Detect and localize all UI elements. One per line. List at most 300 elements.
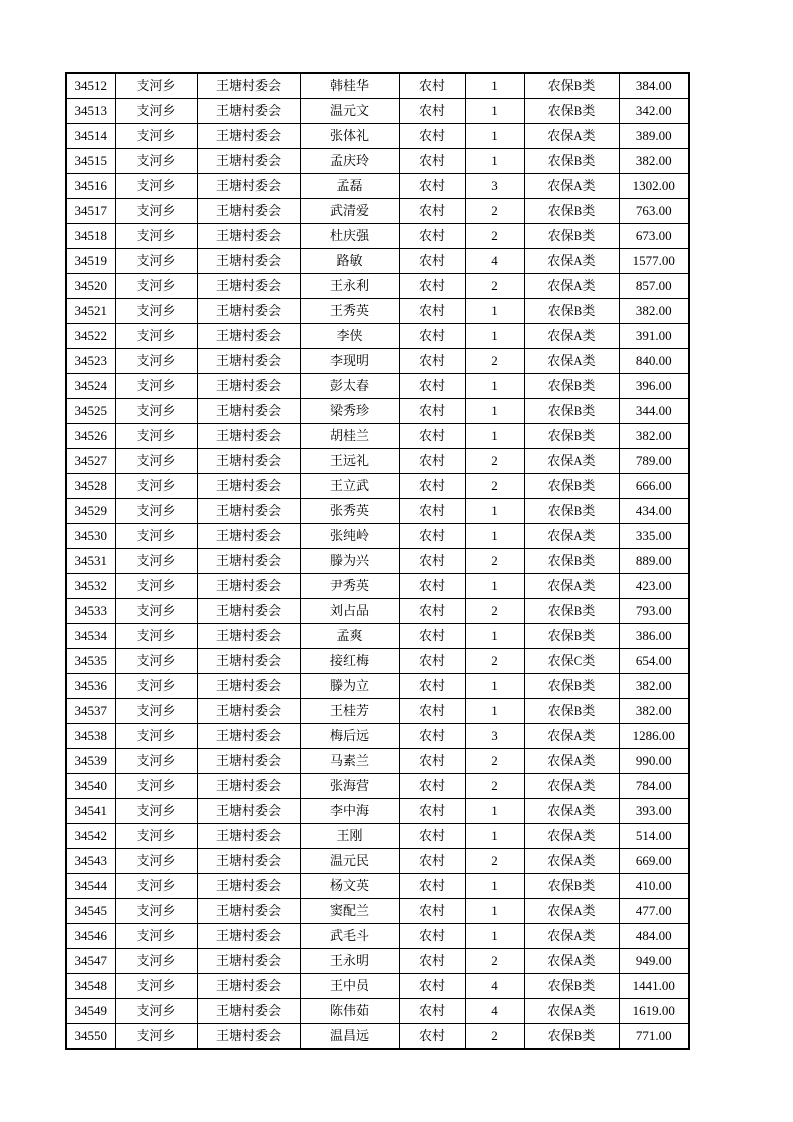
cell-seq: 34516 [66, 174, 115, 199]
cell-insurance-category: 农保A类 [524, 449, 619, 474]
cell-residence-type: 农村 [399, 899, 465, 924]
cell-village: 王塘村委会 [197, 199, 300, 224]
table-row [66, 524, 689, 549]
table-row [66, 99, 689, 124]
cell-seq: 34514 [66, 124, 115, 149]
cell-residence-type: 农村 [399, 349, 465, 374]
cell-village: 王塘村委会 [197, 974, 300, 999]
cell-township: 支河乡 [115, 274, 197, 299]
cell-seq: 34518 [66, 224, 115, 249]
table-row [66, 73, 689, 99]
cell-seq: 34520 [66, 274, 115, 299]
cell-person-count: 1 [465, 524, 524, 549]
cell-insurance-category: 农保A类 [524, 999, 619, 1024]
cell-township: 支河乡 [115, 699, 197, 724]
cell-township: 支河乡 [115, 1024, 197, 1050]
cell-insurance-category: 农保B类 [524, 149, 619, 174]
table-row [66, 574, 689, 599]
cell-amount: 514.00 [619, 824, 689, 849]
cell-insurance-category: 农保B类 [524, 674, 619, 699]
payment-roster-table [65, 72, 690, 1050]
cell-person-count: 1 [465, 699, 524, 724]
cell-person-count: 1 [465, 924, 524, 949]
cell-insurance-category: 农保B类 [524, 299, 619, 324]
cell-person-count: 1 [465, 674, 524, 699]
cell-seq: 34540 [66, 774, 115, 799]
cell-seq: 34526 [66, 424, 115, 449]
cell-residence-type: 农村 [399, 599, 465, 624]
cell-village: 王塘村委会 [197, 99, 300, 124]
cell-village: 王塘村委会 [197, 924, 300, 949]
cell-seq: 34535 [66, 649, 115, 674]
cell-village: 王塘村委会 [197, 999, 300, 1024]
cell-seq: 34519 [66, 249, 115, 274]
cell-amount: 410.00 [619, 874, 689, 899]
cell-insurance-category: 农保B类 [524, 699, 619, 724]
cell-village: 王塘村委会 [197, 899, 300, 924]
cell-residence-type: 农村 [399, 924, 465, 949]
table-row [66, 374, 689, 399]
cell-insurance-category: 农保B类 [524, 499, 619, 524]
cell-person-count: 3 [465, 724, 524, 749]
cell-person-count: 2 [465, 1024, 524, 1050]
cell-name: 王刚 [300, 824, 399, 849]
cell-residence-type: 农村 [399, 624, 465, 649]
cell-name: 张体礼 [300, 124, 399, 149]
cell-village: 王塘村委会 [197, 149, 300, 174]
cell-township: 支河乡 [115, 849, 197, 874]
cell-village: 王塘村委会 [197, 374, 300, 399]
cell-seq: 34525 [66, 399, 115, 424]
cell-person-count: 1 [465, 324, 524, 349]
cell-amount: 335.00 [619, 524, 689, 549]
cell-seq: 34517 [66, 199, 115, 224]
cell-insurance-category: 农保C类 [524, 649, 619, 674]
cell-residence-type: 农村 [399, 424, 465, 449]
cell-name: 胡桂兰 [300, 424, 399, 449]
cell-person-count: 4 [465, 249, 524, 274]
cell-name: 张纯岭 [300, 524, 399, 549]
cell-seq: 34545 [66, 899, 115, 924]
cell-township: 支河乡 [115, 399, 197, 424]
cell-insurance-category: 农保B类 [524, 974, 619, 999]
cell-village: 王塘村委会 [197, 599, 300, 624]
table-row [66, 649, 689, 674]
cell-township: 支河乡 [115, 974, 197, 999]
cell-insurance-category: 农保A类 [524, 174, 619, 199]
cell-insurance-category: 农保A类 [524, 824, 619, 849]
cell-township: 支河乡 [115, 724, 197, 749]
cell-residence-type: 农村 [399, 224, 465, 249]
cell-name: 路敏 [300, 249, 399, 274]
table-row [66, 849, 689, 874]
cell-insurance-category: 农保B类 [524, 424, 619, 449]
cell-residence-type: 农村 [399, 799, 465, 824]
cell-name: 王永利 [300, 274, 399, 299]
cell-township: 支河乡 [115, 999, 197, 1024]
cell-insurance-category: 农保B类 [524, 99, 619, 124]
cell-seq: 34515 [66, 149, 115, 174]
cell-village: 王塘村委会 [197, 749, 300, 774]
cell-residence-type: 农村 [399, 774, 465, 799]
cell-residence-type: 农村 [399, 73, 465, 99]
cell-seq: 34531 [66, 549, 115, 574]
cell-amount: 391.00 [619, 324, 689, 349]
table-row [66, 799, 689, 824]
cell-residence-type: 农村 [399, 524, 465, 549]
cell-person-count: 2 [465, 274, 524, 299]
cell-residence-type: 农村 [399, 699, 465, 724]
cell-person-count: 1 [465, 424, 524, 449]
cell-village: 王塘村委会 [197, 549, 300, 574]
cell-residence-type: 农村 [399, 849, 465, 874]
cell-township: 支河乡 [115, 874, 197, 899]
cell-village: 王塘村委会 [197, 399, 300, 424]
cell-village: 王塘村委会 [197, 174, 300, 199]
cell-seq: 34521 [66, 299, 115, 324]
table-row [66, 224, 689, 249]
table-row [66, 199, 689, 224]
cell-person-count: 2 [465, 474, 524, 499]
cell-seq: 34542 [66, 824, 115, 849]
cell-village: 王塘村委会 [197, 499, 300, 524]
table-row [66, 499, 689, 524]
cell-township: 支河乡 [115, 924, 197, 949]
cell-insurance-category: 农保A类 [524, 799, 619, 824]
cell-name: 王立武 [300, 474, 399, 499]
cell-amount: 393.00 [619, 799, 689, 824]
table-row [66, 324, 689, 349]
cell-seq: 34543 [66, 849, 115, 874]
cell-insurance-category: 农保B类 [524, 399, 619, 424]
cell-person-count: 1 [465, 824, 524, 849]
cell-name: 张海营 [300, 774, 399, 799]
cell-person-count: 2 [465, 549, 524, 574]
cell-person-count: 2 [465, 849, 524, 874]
cell-amount: 889.00 [619, 549, 689, 574]
cell-person-count: 4 [465, 999, 524, 1024]
cell-township: 支河乡 [115, 174, 197, 199]
cell-person-count: 2 [465, 774, 524, 799]
cell-name: 王中员 [300, 974, 399, 999]
cell-amount: 857.00 [619, 274, 689, 299]
cell-name: 窦配兰 [300, 899, 399, 924]
cell-insurance-category: 农保B类 [524, 374, 619, 399]
cell-name: 陈伟茹 [300, 999, 399, 1024]
cell-seq: 34533 [66, 599, 115, 624]
cell-village: 王塘村委会 [197, 424, 300, 449]
table-row [66, 149, 689, 174]
cell-person-count: 2 [465, 599, 524, 624]
cell-village: 王塘村委会 [197, 449, 300, 474]
cell-name: 王永明 [300, 949, 399, 974]
cell-seq: 34522 [66, 324, 115, 349]
cell-village: 王塘村委会 [197, 774, 300, 799]
table-row [66, 999, 689, 1024]
table-row [66, 349, 689, 374]
cell-residence-type: 农村 [399, 649, 465, 674]
cell-person-count: 1 [465, 799, 524, 824]
cell-amount: 382.00 [619, 674, 689, 699]
table-row [66, 424, 689, 449]
cell-residence-type: 农村 [399, 999, 465, 1024]
cell-person-count: 1 [465, 899, 524, 924]
cell-insurance-category: 农保B类 [524, 199, 619, 224]
cell-person-count: 1 [465, 124, 524, 149]
cell-residence-type: 农村 [399, 449, 465, 474]
cell-village: 王塘村委会 [197, 649, 300, 674]
cell-township: 支河乡 [115, 99, 197, 124]
cell-residence-type: 农村 [399, 474, 465, 499]
cell-village: 王塘村委会 [197, 274, 300, 299]
cell-name: 梁秀珍 [300, 399, 399, 424]
cell-residence-type: 农村 [399, 374, 465, 399]
cell-residence-type: 农村 [399, 1024, 465, 1050]
cell-amount: 389.00 [619, 124, 689, 149]
cell-village: 王塘村委会 [197, 249, 300, 274]
cell-village: 王塘村委会 [197, 699, 300, 724]
cell-seq: 34546 [66, 924, 115, 949]
cell-village: 王塘村委会 [197, 524, 300, 549]
table-row [66, 299, 689, 324]
cell-name: 梅后远 [300, 724, 399, 749]
table-row [66, 899, 689, 924]
table-row [66, 724, 689, 749]
cell-name: 武清爱 [300, 199, 399, 224]
cell-residence-type: 农村 [399, 949, 465, 974]
cell-township: 支河乡 [115, 124, 197, 149]
cell-village: 王塘村委会 [197, 849, 300, 874]
cell-residence-type: 农村 [399, 324, 465, 349]
cell-person-count: 2 [465, 649, 524, 674]
table-row [66, 824, 689, 849]
cell-residence-type: 农村 [399, 499, 465, 524]
cell-name: 张秀英 [300, 499, 399, 524]
cell-insurance-category: 农保A类 [524, 274, 619, 299]
cell-insurance-category: 农保B类 [524, 224, 619, 249]
table-row [66, 924, 689, 949]
cell-insurance-category: 农保B类 [524, 599, 619, 624]
cell-township: 支河乡 [115, 574, 197, 599]
cell-name: 李侠 [300, 324, 399, 349]
cell-township: 支河乡 [115, 474, 197, 499]
cell-amount: 423.00 [619, 574, 689, 599]
cell-insurance-category: 农保A类 [524, 774, 619, 799]
cell-name: 尹秀英 [300, 574, 399, 599]
cell-village: 王塘村委会 [197, 874, 300, 899]
cell-township: 支河乡 [115, 774, 197, 799]
cell-township: 支河乡 [115, 249, 197, 274]
cell-village: 王塘村委会 [197, 1024, 300, 1050]
cell-name: 温元民 [300, 849, 399, 874]
cell-name: 滕为立 [300, 674, 399, 699]
cell-amount: 386.00 [619, 624, 689, 649]
cell-name: 孟磊 [300, 174, 399, 199]
cell-person-count: 1 [465, 624, 524, 649]
cell-township: 支河乡 [115, 549, 197, 574]
cell-township: 支河乡 [115, 349, 197, 374]
table-row [66, 949, 689, 974]
table-row [66, 874, 689, 899]
cell-insurance-category: 农保B类 [524, 874, 619, 899]
cell-township: 支河乡 [115, 73, 197, 99]
cell-person-count: 1 [465, 874, 524, 899]
cell-township: 支河乡 [115, 749, 197, 774]
cell-insurance-category: 农保A类 [524, 749, 619, 774]
cell-insurance-category: 农保B类 [524, 474, 619, 499]
cell-insurance-category: 农保B类 [524, 1024, 619, 1050]
cell-name: 彭太春 [300, 374, 399, 399]
cell-seq: 34548 [66, 974, 115, 999]
cell-residence-type: 农村 [399, 249, 465, 274]
cell-amount: 484.00 [619, 924, 689, 949]
table-row [66, 749, 689, 774]
cell-residence-type: 农村 [399, 149, 465, 174]
cell-residence-type: 农村 [399, 724, 465, 749]
cell-name: 温昌远 [300, 1024, 399, 1050]
cell-name: 孟爽 [300, 624, 399, 649]
cell-village: 王塘村委会 [197, 73, 300, 99]
cell-amount: 342.00 [619, 99, 689, 124]
cell-insurance-category: 农保A类 [524, 324, 619, 349]
cell-seq: 34532 [66, 574, 115, 599]
cell-amount: 840.00 [619, 349, 689, 374]
cell-seq: 34530 [66, 524, 115, 549]
cell-village: 王塘村委会 [197, 799, 300, 824]
cell-insurance-category: 农保A类 [524, 524, 619, 549]
cell-amount: 382.00 [619, 699, 689, 724]
cell-name: 王秀英 [300, 299, 399, 324]
cell-village: 王塘村委会 [197, 949, 300, 974]
cell-amount: 669.00 [619, 849, 689, 874]
cell-residence-type: 农村 [399, 124, 465, 149]
table-row [66, 624, 689, 649]
cell-person-count: 2 [465, 349, 524, 374]
cell-name: 孟庆玲 [300, 149, 399, 174]
cell-seq: 34544 [66, 874, 115, 899]
cell-person-count: 2 [465, 199, 524, 224]
cell-person-count: 2 [465, 224, 524, 249]
cell-township: 支河乡 [115, 224, 197, 249]
cell-seq: 34538 [66, 724, 115, 749]
cell-person-count: 1 [465, 299, 524, 324]
cell-residence-type: 农村 [399, 99, 465, 124]
cell-village: 王塘村委会 [197, 474, 300, 499]
cell-insurance-category: 农保A类 [524, 924, 619, 949]
cell-name: 王桂芳 [300, 699, 399, 724]
cell-name: 滕为兴 [300, 549, 399, 574]
cell-seq: 34547 [66, 949, 115, 974]
cell-township: 支河乡 [115, 599, 197, 624]
cell-residence-type: 农村 [399, 874, 465, 899]
cell-village: 王塘村委会 [197, 299, 300, 324]
table-row [66, 399, 689, 424]
cell-seq: 34513 [66, 99, 115, 124]
cell-amount: 1441.00 [619, 974, 689, 999]
cell-person-count: 1 [465, 149, 524, 174]
cell-seq: 34523 [66, 349, 115, 374]
cell-seq: 34539 [66, 749, 115, 774]
cell-amount: 382.00 [619, 424, 689, 449]
cell-village: 王塘村委会 [197, 324, 300, 349]
cell-name: 杜庆强 [300, 224, 399, 249]
cell-person-count: 2 [465, 449, 524, 474]
cell-township: 支河乡 [115, 199, 197, 224]
cell-township: 支河乡 [115, 674, 197, 699]
cell-village: 王塘村委会 [197, 574, 300, 599]
cell-township: 支河乡 [115, 499, 197, 524]
cell-amount: 793.00 [619, 599, 689, 624]
cell-name: 李中海 [300, 799, 399, 824]
cell-residence-type: 农村 [399, 574, 465, 599]
table-row [66, 774, 689, 799]
cell-name: 温元文 [300, 99, 399, 124]
cell-name: 韩桂华 [300, 73, 399, 99]
cell-township: 支河乡 [115, 949, 197, 974]
cell-residence-type: 农村 [399, 674, 465, 699]
cell-name: 接红梅 [300, 649, 399, 674]
cell-amount: 434.00 [619, 499, 689, 524]
cell-seq: 34549 [66, 999, 115, 1024]
cell-insurance-category: 农保B类 [524, 624, 619, 649]
cell-name: 杨文英 [300, 874, 399, 899]
cell-township: 支河乡 [115, 424, 197, 449]
cell-person-count: 1 [465, 73, 524, 99]
cell-township: 支河乡 [115, 449, 197, 474]
cell-amount: 949.00 [619, 949, 689, 974]
cell-insurance-category: 农保A类 [524, 724, 619, 749]
table-row [66, 1024, 689, 1050]
cell-township: 支河乡 [115, 899, 197, 924]
cell-name: 武毛斗 [300, 924, 399, 949]
cell-person-count: 1 [465, 399, 524, 424]
cell-person-count: 1 [465, 499, 524, 524]
cell-village: 王塘村委会 [197, 124, 300, 149]
cell-insurance-category: 农保A类 [524, 949, 619, 974]
cell-insurance-category: 农保A类 [524, 574, 619, 599]
table-row [66, 274, 689, 299]
cell-insurance-category: 农保A类 [524, 349, 619, 374]
cell-amount: 384.00 [619, 73, 689, 99]
table-row [66, 599, 689, 624]
cell-amount: 789.00 [619, 449, 689, 474]
cell-insurance-category: 农保A类 [524, 124, 619, 149]
table-row [66, 124, 689, 149]
cell-amount: 784.00 [619, 774, 689, 799]
cell-amount: 382.00 [619, 149, 689, 174]
table-row [66, 174, 689, 199]
cell-amount: 396.00 [619, 374, 689, 399]
cell-person-count: 2 [465, 949, 524, 974]
cell-seq: 34537 [66, 699, 115, 724]
cell-township: 支河乡 [115, 299, 197, 324]
cell-amount: 666.00 [619, 474, 689, 499]
table-row [66, 449, 689, 474]
cell-person-count: 2 [465, 749, 524, 774]
cell-residence-type: 农村 [399, 174, 465, 199]
cell-amount: 382.00 [619, 299, 689, 324]
cell-residence-type: 农村 [399, 549, 465, 574]
cell-seq: 34529 [66, 499, 115, 524]
cell-seq: 34528 [66, 474, 115, 499]
cell-amount: 1286.00 [619, 724, 689, 749]
cell-township: 支河乡 [115, 799, 197, 824]
cell-township: 支河乡 [115, 524, 197, 549]
cell-township: 支河乡 [115, 824, 197, 849]
cell-village: 王塘村委会 [197, 724, 300, 749]
cell-residence-type: 农村 [399, 274, 465, 299]
cell-amount: 1619.00 [619, 999, 689, 1024]
